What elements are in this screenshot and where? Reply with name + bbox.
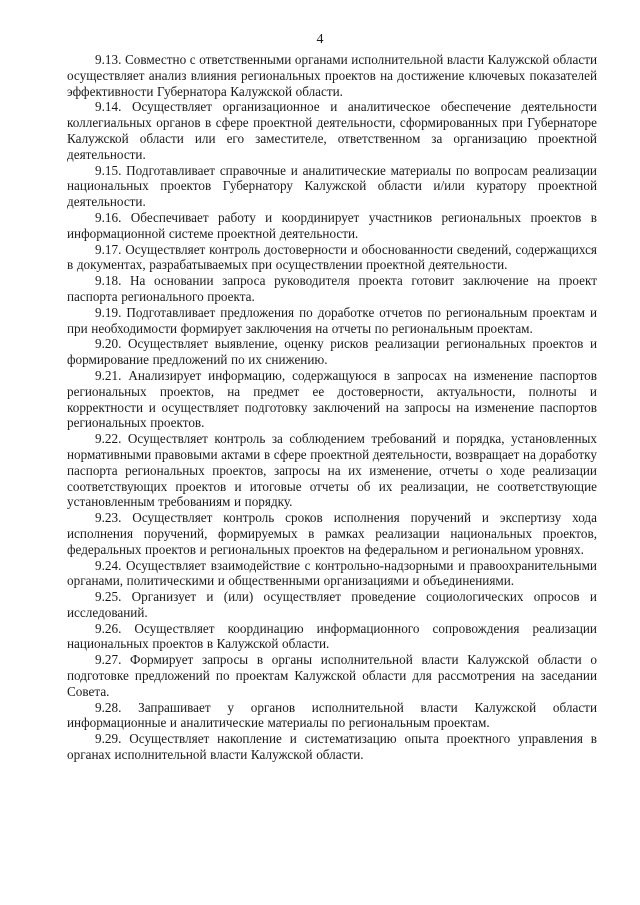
- paragraph-9-26: 9.26. Осуществляет координацию информационного сопровождения реализации национальных проектов в Калужской области.: [67, 620, 597, 652]
- page-number: 4: [316, 32, 324, 47]
- paragraph-9-20: 9.20. Осуществляет выявление, оценку рисков реализации региональных проектов и формирование предложений по их снижению.: [67, 336, 597, 368]
- paragraph-9-17: 9.17. Осуществляет контроль достоверности и обоснованности сведений, содержащихся в документах, разрабатываемых при осуществлении проектной деятельности.: [67, 241, 597, 273]
- paragraph-9-29: 9.29. Осуществляет накопление и систематизацию опыта проектного управления в органах исполнительной власти Калужской области.: [67, 731, 597, 763]
- paragraph-9-22: 9.22. Осуществляет контроль за соблюдением требований и порядка, установленных нормативными правовыми актами в сфере проектной деятельности, возвращает на доработку паспорта региональных проектов, запросы на их изменение, отчеты о ходе реализации соответствующих проектов и итоговые отчеты об их реализации, не соответствующие установленным требованиям и порядку.: [67, 431, 597, 510]
- paragraph-9-14: 9.14. Осуществляет организационное и аналитическое обеспечение деятельности коллегиальных органов в сфере проектной деятельности, сформированных при Губернаторе Калужской области или его заместителе, ответственном за организацию проектной деятельности.: [67, 99, 597, 162]
- paragraph-9-13: 9.13. Совместно с ответственными органами исполнительной власти Калужской области осуществляет анализ влияния региональных проектов на достижение ключевых показателей эффективности Губернатора Калужской области.: [67, 52, 598, 99]
- paragraph-9-28: 9.28. Запрашивает у органов исполнительной власти Калужской области информационные и аналитические материалы по региональным проектам.: [67, 699, 597, 731]
- paragraph-9-19: 9.19. Подготавливает предложения по доработке отчетов по региональным проектам и при необходимости формирует заключения на отчеты по региональным проектам.: [67, 304, 597, 336]
- paragraph-9-21: 9.21. Анализирует информацию, содержащуюся в запросах на изменение паспортов региональных проектов, на предмет ее достоверности, актуальности, полноты и корректности и осуществляет подготовку заключений на запросы на изменение паспортов региональных проектов.: [67, 367, 597, 431]
- paragraph-9-27: 9.27. Формирует запросы в органы исполнительной власти Калужской области о подготовке предложений по проектам Калужской области для рассмотрения на заседании Совета.: [67, 652, 597, 699]
- paragraph-9-24: 9.24. Осуществляет взаимодействие с контрольно-надзорными и правоохранительными органами, политическими и общественными организациями и объединениями.: [67, 557, 597, 589]
- paragraph-9-18: 9.18. На основании запроса руководителя проекта готовит заключение на проект паспорта регионального проекта.: [67, 273, 597, 304]
- paragraph-9-16: 9.16. Обеспечивает работу и координирует участников региональных проектов в информационной системе проектной деятельности.: [67, 209, 597, 241]
- document-body: [67, 52, 597, 763]
- paragraph-9-23: 9.23. Осуществляет контроль сроков исполнения поручений и экспертизу хода исполнения поручений, формируемых в рамках реализации национальных проектов, федеральных проектов и региональных проектов на федеральном и региональном уровнях.: [67, 510, 597, 557]
- paragraph-9-25: 9.25. Организует и (или) осуществляет проведение социологических опросов и исследований.: [67, 589, 597, 620]
- paragraph-9-15: 9.15. Подготавливает справочные и аналитические материалы по вопросам реализации национальных проектов Губернатору Калужской области и/или куратору проектной деятельности.: [67, 162, 597, 210]
